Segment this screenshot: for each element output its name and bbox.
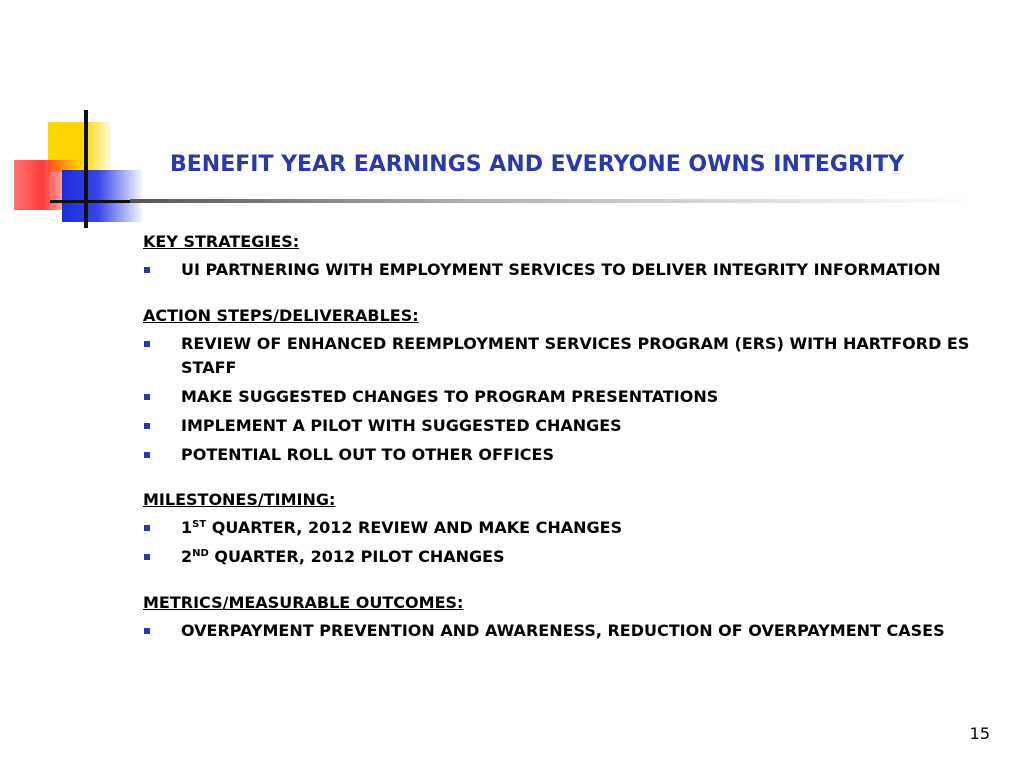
list-item-text: QUARTER, 2012 PILOT CHANGES	[208, 547, 505, 566]
ordinal-suffix: ST	[192, 519, 207, 530]
square-bullet-icon	[144, 267, 150, 273]
list-item-text: REVIEW OF ENHANCED REEMPLOYMENT SERVICES PROGRAM (ERS) WITH HARTFORD ES STAFF	[181, 334, 970, 377]
list-item-text: QUARTER, 2012 REVIEW AND MAKE CHANGES	[206, 518, 623, 537]
title-underline-rule	[130, 199, 970, 203]
list-item-text: OVERPAYMENT PREVENTION AND AWARENESS, REDUCTION OF OVERPAYMENT CASES	[181, 621, 945, 640]
list-item	[143, 443, 993, 467]
square-bullet-icon	[144, 341, 150, 347]
ordinal-number: 1	[181, 518, 193, 537]
square-bullet-icon	[144, 525, 150, 531]
section-heading: METRICS/MEASURABLE OUTCOMES:	[143, 593, 464, 612]
list-item	[143, 414, 993, 438]
list-item	[143, 516, 993, 540]
section-heading: KEY STRATEGIES:	[143, 232, 300, 251]
list-item-text: UI PARTNERING WITH EMPLOYMENT SERVICES TO DELIVER INTEGRITY INFORMATION	[181, 260, 941, 279]
list-item-text: MAKE SUGGESTED CHANGES TO PROGRAM PRESENTATIONS	[181, 387, 719, 406]
bullet-list	[143, 619, 993, 643]
section-heading: MILESTONES/TIMING:	[143, 490, 336, 509]
blue-square	[62, 170, 142, 222]
section-metrics	[143, 593, 993, 643]
list-item	[143, 619, 993, 643]
square-bullet-icon	[144, 628, 150, 634]
square-bullet-icon	[144, 554, 150, 560]
bullet-list	[143, 516, 993, 569]
ordinal-suffix: ND	[192, 548, 209, 559]
square-bullet-icon	[144, 394, 150, 400]
bullet-list	[143, 332, 993, 467]
list-item	[143, 258, 993, 282]
bullet-list	[143, 258, 993, 282]
square-bullet-icon	[144, 452, 150, 458]
slide-title: BENEFIT YEAR EARNINGS AND EVERYONE OWNS INTEGRITY	[170, 152, 905, 177]
ordinal-number: 2	[181, 547, 193, 566]
section-key-strategies	[143, 232, 993, 282]
square-bullet-icon	[144, 423, 150, 429]
list-item	[143, 385, 993, 409]
section-action-steps	[143, 306, 993, 467]
section-milestones	[143, 490, 993, 569]
list-item	[143, 332, 993, 380]
list-item-text: IMPLEMENT A PILOT WITH SUGGESTED CHANGES	[181, 416, 622, 435]
section-heading: ACTION STEPS/DELIVERABLES:	[143, 306, 419, 325]
slide-body	[143, 232, 993, 671]
page-number: 15	[969, 724, 990, 743]
vertical-line	[84, 110, 88, 228]
decorative-squares-logo	[0, 0, 150, 240]
list-item	[143, 545, 993, 569]
list-item-text: POTENTIAL ROLL OUT TO OTHER OFFICES	[181, 445, 554, 464]
